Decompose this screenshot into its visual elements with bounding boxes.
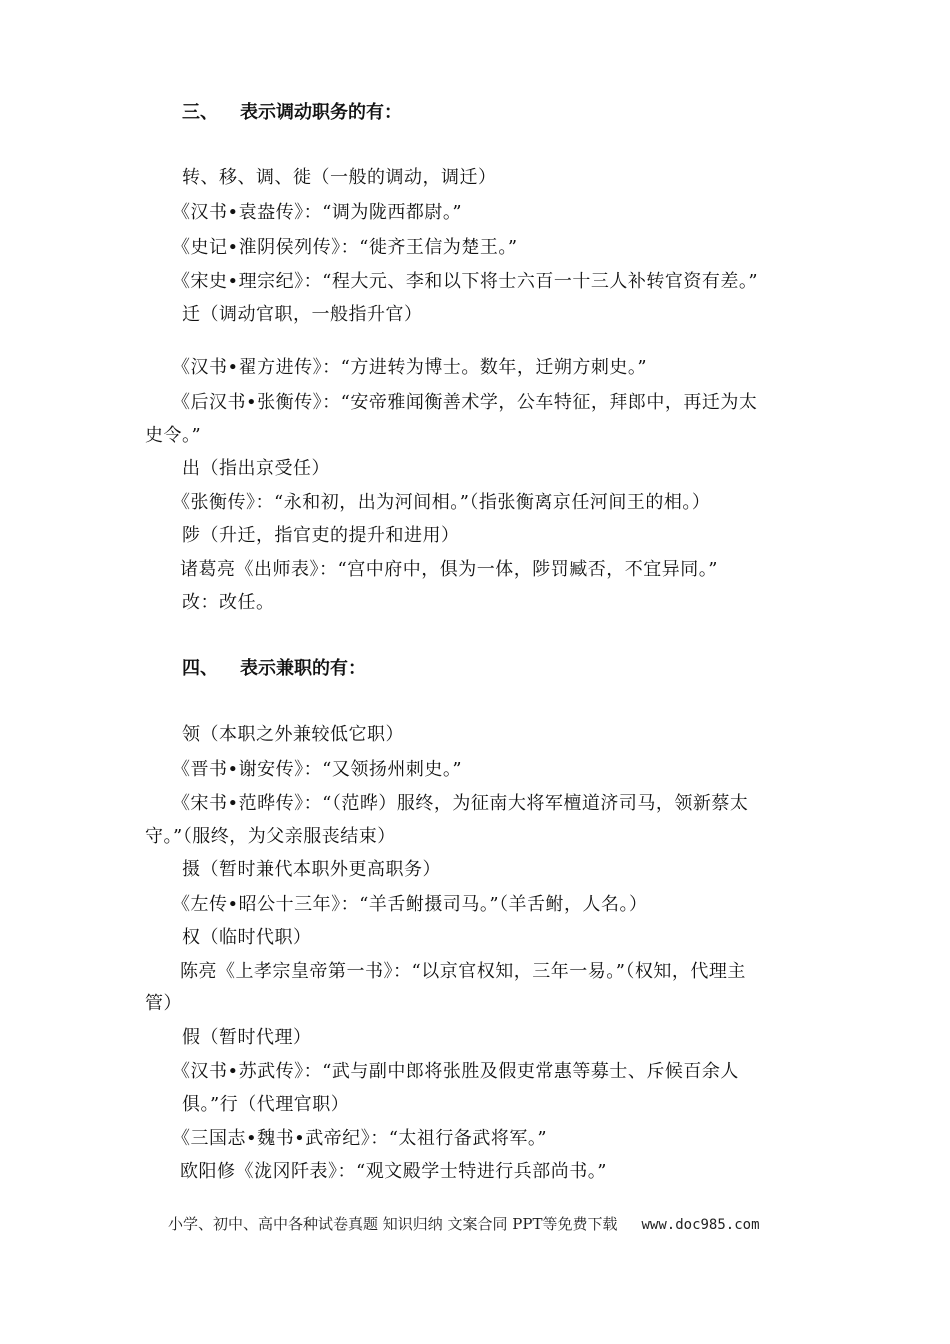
text-line: 史令。” xyxy=(145,425,202,446)
footer-url[interactable]: www.doc985.com xyxy=(641,1217,760,1233)
text-line: 《史记•淮阴侯列传》：“徙齐王信为楚王。” xyxy=(172,237,518,258)
text-line: 改：改任。 xyxy=(182,592,275,613)
text-line: 《左传•昭公十三年》：“羊舌鲋摄司马。”（羊舌鲋，人名。） xyxy=(172,894,648,915)
text-line: 《后汉书•张衡传》：“安帝雅闻衡善术学，公车特征，拜郎中，再迁为太 xyxy=(172,392,758,413)
page-footer xyxy=(168,1214,760,1235)
text-line: 《宋书•范晔传》：“（范晔）服终，为征南大将军檀道济司马，领新蔡太 xyxy=(172,793,749,814)
text-line: 出（指出京受任） xyxy=(182,458,330,479)
text-line: 摄（暂时兼代本职外更高职务） xyxy=(182,859,441,880)
text-line: 欧阳修《泷冈阡表》：“观文殿学士特进行兵部尚书。” xyxy=(180,1161,607,1182)
text-line: 《宋史•理宗纪》：“程大元、李和以下将士六百一十三人补转官资有差。” xyxy=(172,271,759,292)
text-line: 陟（升迁，指官吏的提升和进用） xyxy=(182,525,460,546)
section-3-number: 三、 xyxy=(182,102,218,123)
text-line: 迁（调动官职，一般指升官） xyxy=(182,304,423,325)
section-3-heading xyxy=(182,101,402,125)
section-4-number: 四、 xyxy=(182,658,218,679)
text-line: 《晋书•谢安传》：“又领扬州刺史。” xyxy=(172,759,463,780)
text-line: 诸葛亮《出师表》：“宫中府中，俱为一体，陟罚臧否，不宜异同。” xyxy=(180,559,718,580)
text-line: 《汉书•苏武传》：“武与副中郎将张胜及假吏常惠等募士、斥候百余人 xyxy=(172,1061,739,1082)
text-line: 《汉书•袁盎传》：“调为陇西都尉。” xyxy=(172,202,463,223)
text-line: 权（临时代职） xyxy=(182,927,312,948)
section-4-heading xyxy=(182,657,366,681)
text-line: 守。”（服终，为父亲服丧结束） xyxy=(145,826,396,847)
footer-text: 小学、初中、高中各种试卷真题 知识归纳 文案合同 PPT等免费下载 xyxy=(168,1215,618,1233)
text-line: 假（暂时代理） xyxy=(182,1027,312,1048)
text-line: 《三国志•魏书•武帝纪》：“太祖行备武将军。” xyxy=(172,1128,548,1149)
text-line: 领（本职之外兼较低它职） xyxy=(182,724,404,745)
text-line: 管） xyxy=(145,993,182,1014)
text-line: 陈亮《上孝宗皇帝第一书》：“以京官权知，三年一易。”（权知，代理主 xyxy=(180,961,746,982)
text-line: 《张衡传》：“永和初，出为河间相。”（指张衡离京任河间王的相。） xyxy=(172,492,711,513)
text-line: 俱。”行（代理官职） xyxy=(182,1094,350,1115)
section-3-title: 表示调动职务的有： xyxy=(240,102,402,123)
section-4-title: 表示兼职的有： xyxy=(240,658,366,679)
text-line: 《汉书•翟方进传》：“方进转为博士。数年，迁朔方刺史。” xyxy=(172,357,648,378)
text-line: 转、移、调、徙（一般的调动，调迁） xyxy=(182,167,497,188)
